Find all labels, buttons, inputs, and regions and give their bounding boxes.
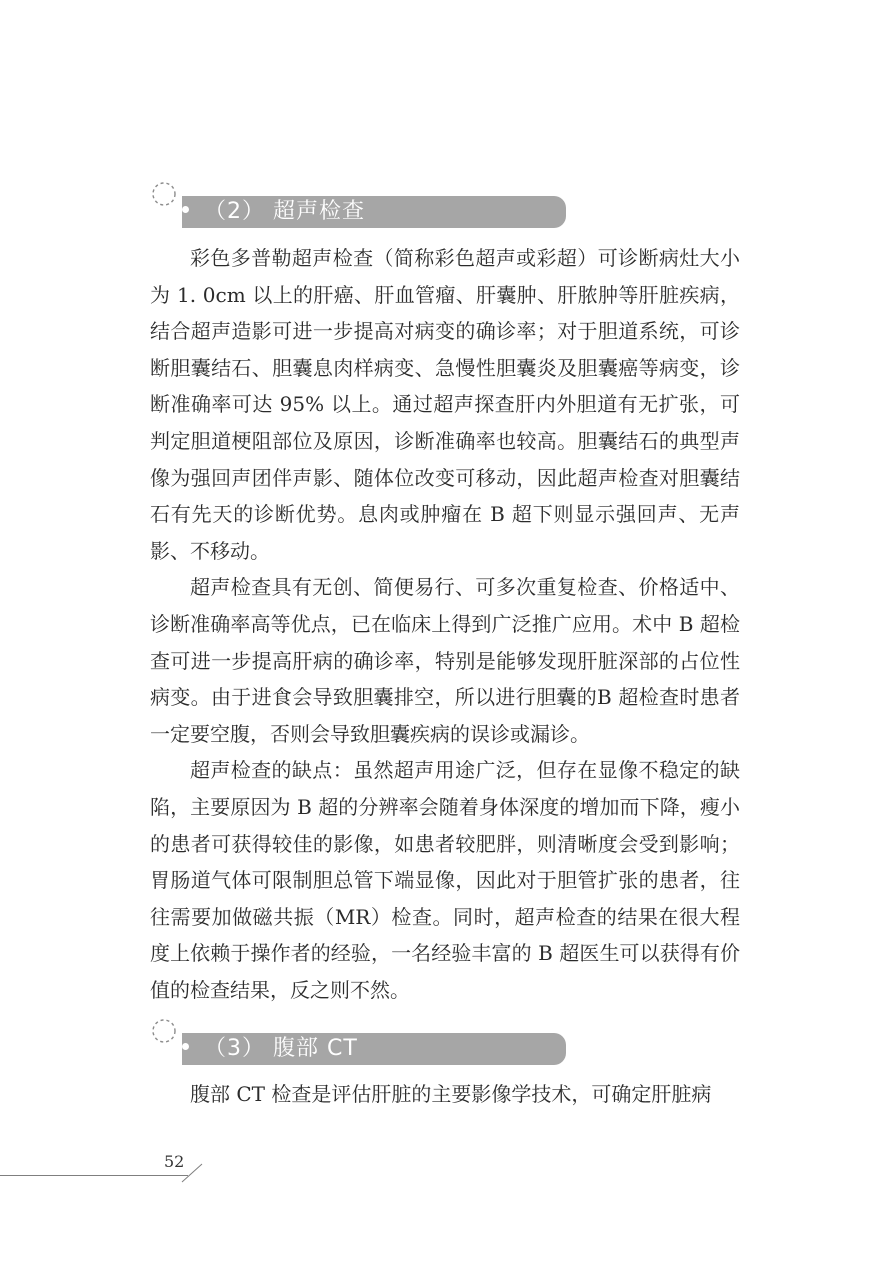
section-heading-abdominal-ct bbox=[150, 1013, 420, 1069]
section-heading-text: （3） 腹部 CT bbox=[204, 1036, 358, 1061]
section-heading-text: （2） 超声检查 bbox=[204, 199, 365, 224]
section-body-abdominal-ct bbox=[150, 1076, 740, 1113]
bullet-dot bbox=[182, 1043, 189, 1050]
section-heading-ultrasound bbox=[150, 176, 420, 232]
paragraph: 彩色多普勒超声检查（简称彩色超声或彩超）可诊断病灶大小为 1. 0cm 以上的肝癌、肝血管瘤、肝囊肿、肝脓肿等肝脏疾病，结合超声造影可进一步提高对病变的确诊率；对于胆道系统，可诊断胆囊结石、胆囊息肉样病变、急慢性胆囊炎及胆囊癌等病变，诊断准确率可达 95% 以上。通过超声探查肝内外胆道有无扩张，可判定胆道梗阻部位及原因，诊断准确率也较高。胆囊结石的典型声像为强回声团伴声影、随体位改变可移动，因此超声检查对胆囊结石有先天的诊断优势。息肉或肿瘤在 B 超下则显示强回声、无声影、不移动。 bbox=[150, 246, 740, 563]
section-heading-bar bbox=[178, 1033, 566, 1065]
section-heading-bar bbox=[178, 196, 566, 228]
page-number: 52 bbox=[164, 1152, 185, 1171]
section-body-ultrasound bbox=[150, 240, 740, 1008]
paragraph: 超声检查具有无创、简便易行、可多次重复检查、价格适中、诊断准确率高等优点，已在临床上得到广泛推广应用。术中 B 超检查可进一步提高肝病的确诊率，特别是能够发现肝脏深部的占位性病变。由于进食会导致胆囊排空，所以进行胆囊的B 超检查时患者一定要空腹，否则会导致胆囊疾病的误诊或漏诊。 bbox=[150, 575, 740, 746]
paragraph: 腹部 CT 检查是评估肝脏的主要影像学技术，可确定肝脏病 bbox=[190, 1082, 712, 1106]
footer-rule bbox=[0, 1175, 188, 1176]
paragraph: 超声检查的缺点：虽然超声用途广泛，但存在显像不稳定的缺陷，主要原因为 B 超的分辨率会随着身体深度的增加而下降，瘦小的患者可获得较佳的影像，如患者较肥胖，则清晰度会受到影响；胃肠道气体可限制胆总管下端显像，因此对于胆管扩张的患者，往往需要加做磁共振（MR）检查。同时，超声检查的结果在很大程度上依赖于操作者的经验，一名经验丰富的 B 超医生可以获得有价值的检查结果，反之则不然。 bbox=[150, 758, 740, 1002]
bullet-dot bbox=[182, 206, 189, 213]
